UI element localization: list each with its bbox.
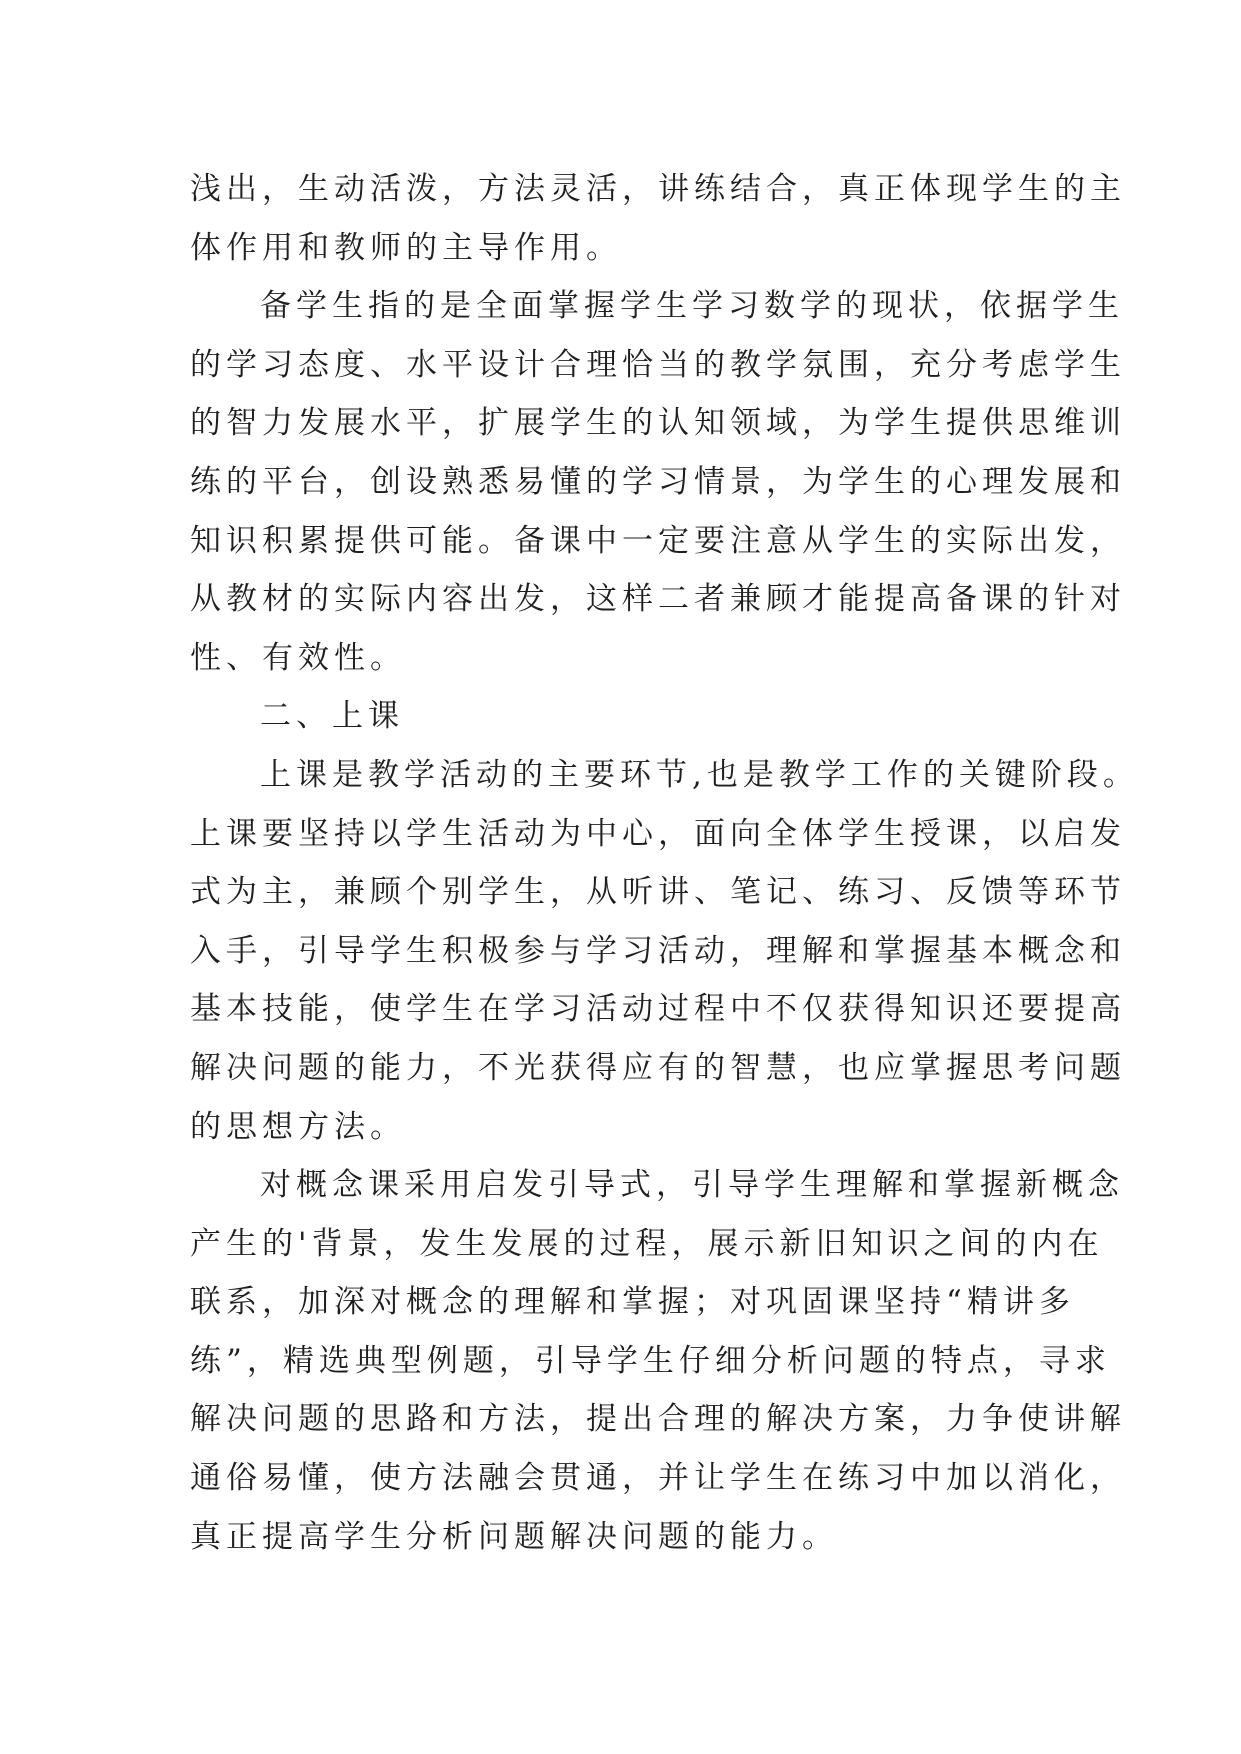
text-line: 浅出，生动活泼，方法灵活，讲练结合，真正体现学生的主	[190, 171, 1126, 207]
paragraph-p-concept-class	[190, 1156, 1126, 1566]
text-line: 入手，引导学生积极参与学习活动，理解和掌握基本概念和	[190, 932, 1126, 969]
text-line: 上课要坚持以学生活动为中心，面向全体学生授课，以启发	[190, 815, 1126, 852]
paragraph-p-class-main	[190, 746, 1139, 1156]
text-line: 真正提高学生分析问题解决问题的能力。	[190, 1518, 838, 1555]
text-line: 从教材的实际内容出发，这样二者兼顾才能提高备课的针对	[190, 581, 1126, 618]
text-line: 二、上课	[260, 698, 404, 735]
text-line: 的思想方法。	[190, 1108, 406, 1145]
text-line: 对概念课采用启发引导式，引导学生理解和掌握新概念	[260, 1167, 1124, 1204]
text-line: 的智力发展水平，扩展学生的认知领域，为学生提供思维训	[190, 405, 1126, 442]
text-line: 产生的'背景，发生发展的过程，展示新旧知识之间的内在	[190, 1225, 1104, 1262]
paragraph-p-prepare-students	[190, 277, 1126, 687]
text-line: 练的平台，创设熟悉易懂的学习情景，为学生的心理发展和	[190, 463, 1126, 500]
document-body	[190, 160, 1139, 1566]
text-line: 解决问题的思路和方法，提出合理的解决方案，力争使讲解	[190, 1401, 1126, 1438]
text-line: 体作用和教师的主导作用。	[190, 229, 622, 266]
text-line: 性、有效性。	[190, 639, 406, 676]
paragraph-p-heading-class	[190, 687, 1070, 746]
text-line: 基本技能，使学生在学习活动过程中不仅获得知识还要提高	[190, 991, 1126, 1028]
text-line: 上课是教学活动的主要环节,也是教学工作的关键阶段。	[260, 756, 1139, 793]
text-line: 备学生指的是全面掌握学生学习数学的现状，依据学生	[260, 288, 1124, 325]
text-line: 通俗易懂，使方法融会贯通，并让学生在练习中加以消化，	[190, 1460, 1126, 1497]
text-line: 解决问题的能力，不光获得应有的智慧，也应掌握思考问题	[190, 1049, 1126, 1086]
text-line: 知识积累提供可能。备课中一定要注意从学生的实际出发，	[190, 522, 1126, 559]
text-line: 的学习态度、水平设计合理恰当的教学氛围，充分考虑学生	[190, 346, 1126, 383]
text-line: 式为主，兼顾个别学生，从听讲、笔记、练习、反馈等环节	[190, 874, 1126, 911]
paragraph-p-intro-continued	[190, 160, 1126, 277]
text-line: 练”，精选典型例题，引导学生仔细分析问题的特点，寻求	[190, 1342, 1111, 1379]
text-line: 联系，加深对概念的理解和掌握；对巩固课坚持“精讲多	[190, 1284, 1075, 1321]
